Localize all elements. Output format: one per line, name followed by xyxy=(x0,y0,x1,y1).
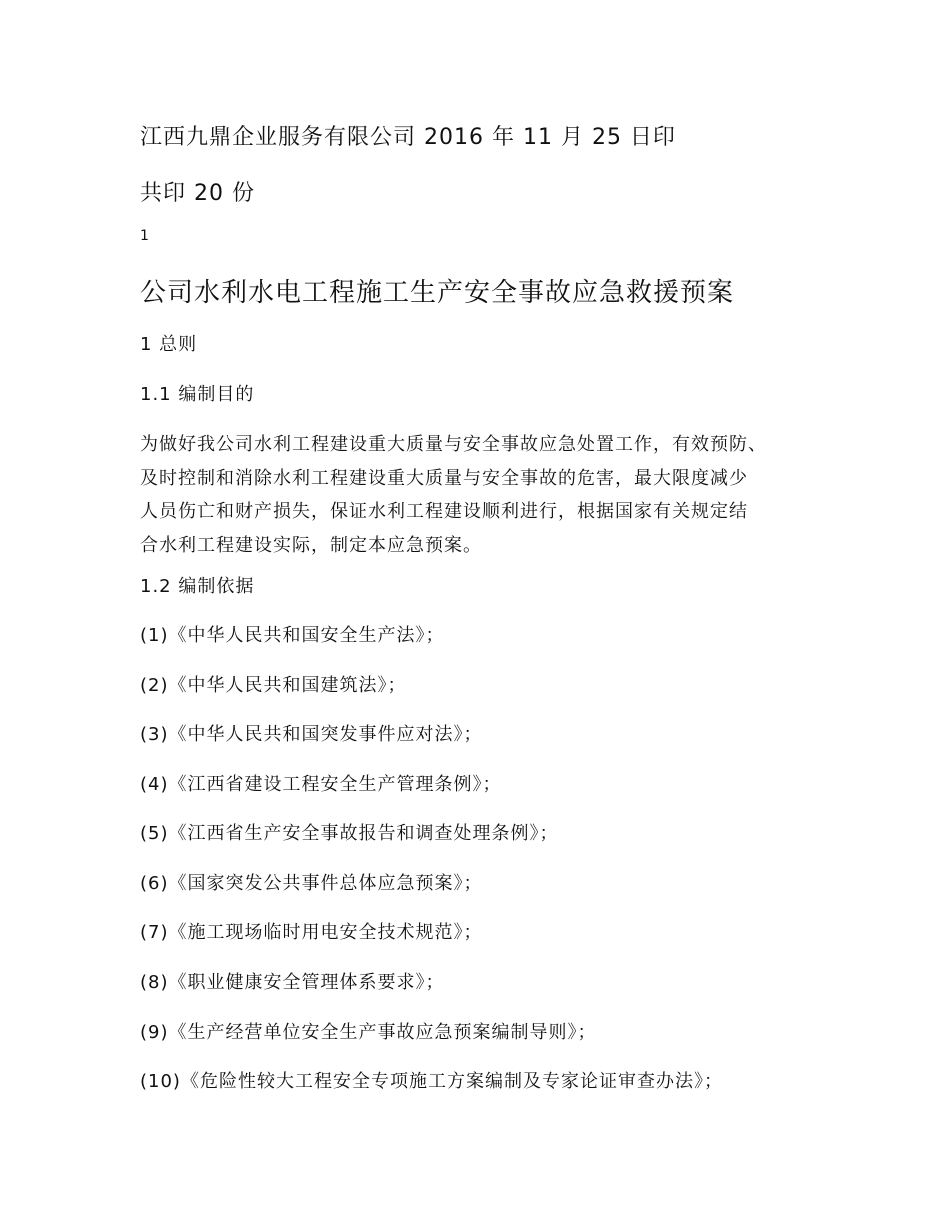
reference-item: (8)《职业健康安全管理体系要求》； xyxy=(140,972,445,993)
purpose-paragraph xyxy=(140,428,830,562)
section-heading-purpose: 1.1 编制目的 xyxy=(140,384,255,405)
reference-item: (10)《危险性较大工程安全专项施工方案编制及专家论证审查办法》； xyxy=(140,1071,723,1092)
reference-item: (4)《江西省建设工程安全生产管理条例》； xyxy=(140,774,502,795)
reference-item: (6)《国家突发公共事件总体应急预案》； xyxy=(140,873,483,894)
paragraph-line: 为做好我公司水利工程建设重大质量与安全事故应急处置工作，有效预防、 xyxy=(140,434,767,455)
paragraph-line: 及时控制和消除水利工程建设重大质量与安全事故的危害，最大限度减少 xyxy=(140,467,748,489)
document-title: 公司水利水电工程施工生产安全事故应急救援预案 xyxy=(140,278,735,308)
paragraph-line: 合水利工程建设实际，制定本应急预案。 xyxy=(140,534,482,556)
copies-line: 共印 20 份 xyxy=(140,181,255,206)
reference-item: (2)《中华人民共和国建筑法》； xyxy=(140,675,407,696)
section-heading-basis: 1.2 编制依据 xyxy=(140,576,255,597)
page-number: 1 xyxy=(140,228,149,244)
paragraph-line: 人员伤亡和财产损失，保证水利工程建设顺利进行，根据国家有关规定结 xyxy=(140,501,748,522)
imprint-line: 江西九鼎企业服务有限公司 2016 年 11 月 25 日印 xyxy=(140,125,676,150)
reference-item: (7)《施工现场临时用电安全技术规范》； xyxy=(140,922,483,943)
reference-item: (3)《中华人民共和国突发事件应对法》； xyxy=(140,724,483,745)
section-heading-general: 1 总则 xyxy=(140,334,198,355)
reference-item: (5)《江西省生产安全事故报告和调查处理条例》； xyxy=(140,823,559,844)
reference-item: (9)《生产经营单位安全生产事故应急预案编制导则》； xyxy=(140,1022,597,1043)
reference-item: (1)《中华人民共和国安全生产法》； xyxy=(140,625,445,646)
